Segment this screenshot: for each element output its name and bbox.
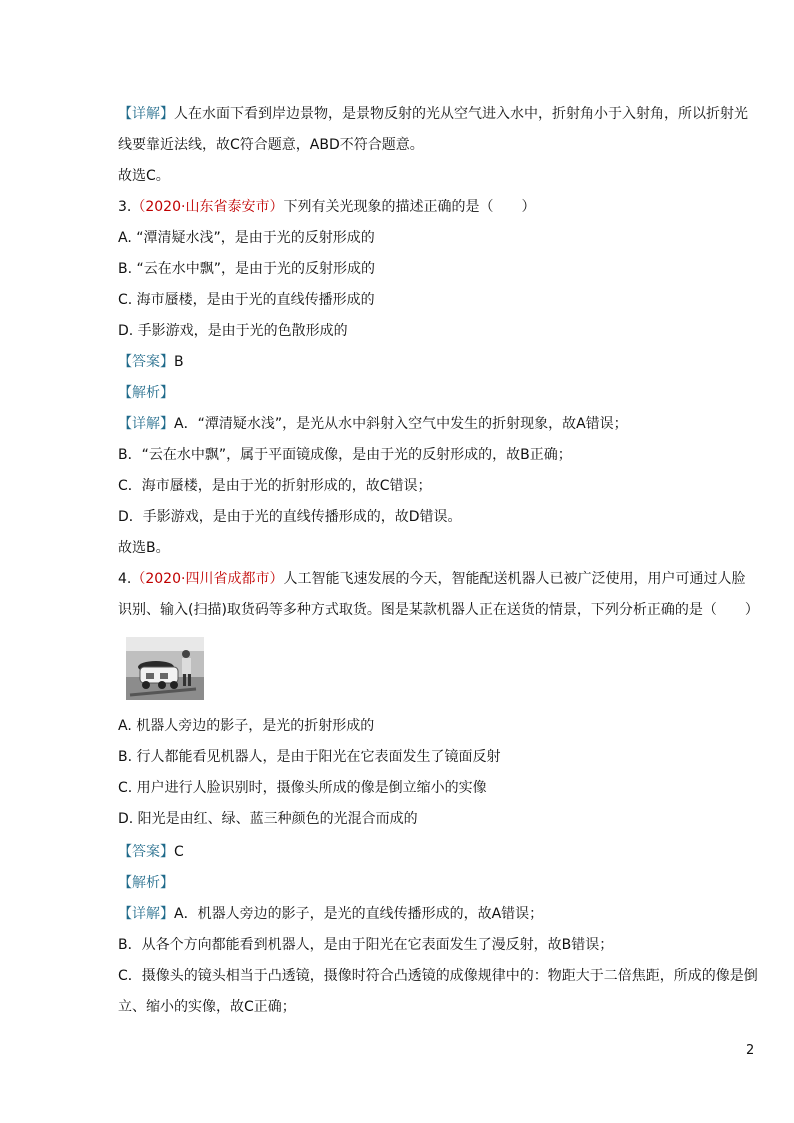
detail-text: 立、缩小的实像，故C正确； [118,999,296,1015]
page-number: 2 [746,1043,755,1058]
label-answer: 【答案】 [118,844,174,860]
label-analysis: 【解析】 [118,385,174,401]
robot-photo-image [126,637,204,700]
line-text: 人在水面下看到岸边景物，是景物反射的光从空气进入水中，折射角小于入射角，所以折射光 [174,106,748,122]
detail-text: A．机器人旁边的影子，是光的直线传播形成的，故A错误； [174,906,544,922]
label-xiangjie: 【详解】 [118,906,174,922]
detail-line [118,966,758,986]
label-xiangjie: 【详解】 [118,416,174,432]
analysis-heading [118,383,174,403]
option-b [118,259,375,279]
option-text: D. 阳光是由红、绿、蓝三种颜色的光混合而成的 [118,811,418,827]
answer-value: B [174,354,184,370]
detail-line [118,507,462,527]
question-source: （2020·四川省成都市） [131,571,284,587]
detail-text: 故选B。 [118,540,170,556]
detail-text: B．从各个方向都能看到机器人，是由于阳光在它表面发生了漫反射，故B错误； [118,937,614,953]
option-text: C. 用户进行人脸识别时，摄像头所成的像是倒立缩小的实像 [118,780,487,796]
detail-text: B．“云在水中飘”，属于平面镜成像，是由于光的反射形成的，故B正确； [118,447,572,463]
option-a [118,716,374,736]
option-text: B. “云在水中飘”，是由于光的反射形成的 [118,261,376,277]
question-number: 3. [118,199,132,215]
detail-line [118,997,296,1017]
detail-text: C．海市蜃楼，是由于光的折射形成的，故C错误； [118,478,432,494]
line-2 [118,166,170,186]
detail-line [118,904,543,924]
detail-text: A．“潭清疑水浅”，是光从水中斜射入空气中发生的折射现象，故A错误； [174,416,628,432]
question-text: 识别、输入(扫描)取货码等多种方式取货。图是某款机器人正在送货的情景，下列分析正确的是（ ） [118,602,759,618]
question-number: 4. [118,571,132,587]
option-text: A. “潭清疑水浅”，是由于光的反射形成的 [118,230,375,246]
detail-text: D．手影游戏，是由于光的直线传播形成的，故D错误。 [118,509,462,525]
line-text: 故选C。 [118,168,170,184]
answer-line [118,842,184,862]
conclusion-line [118,538,170,558]
option-b [118,747,501,767]
option-text: C. 海市蜃楼，是由于光的直线传播形成的 [118,292,375,308]
detail-line [118,476,432,496]
option-c [118,290,375,310]
option-d [118,321,348,341]
analysis-heading [118,873,174,893]
label-analysis: 【解析】 [118,875,174,891]
option-text: B. 行人都能看见机器人，是由于阳光在它表面发生了镜面反射 [118,749,501,765]
detail-text: C．摄像头的镜头相当于凸透镜，摄像时符合凸透镜的成像规律中的：物距大于二倍焦距，所成的像是倒 [118,968,758,984]
question-4-stem-cont [118,600,759,620]
question-3-stem [118,197,535,217]
line-1 [118,135,424,155]
detail-line [118,445,572,465]
detail-line [118,935,613,955]
label-answer: 【答案】 [118,354,174,370]
line-0 [118,104,748,124]
option-text: A. 机器人旁边的影子，是光的折射形成的 [118,718,375,734]
option-text: D. 手影游戏，是由于光的色散形成的 [118,323,348,339]
answer-line [118,352,184,372]
line-text: 线要靠近法线，故C符合题意，ABD不符合题意。 [118,137,424,153]
question-text: 人工智能飞速发展的今天，智能配送机器人已被广泛使用，用户可通过人脸 [283,571,746,587]
question-source: （2020·山东省泰安市） [131,199,284,215]
answer-value: C [174,844,184,860]
question-4-stem [118,569,745,589]
label-xiangjie: 【详解】 [118,106,174,122]
option-c [118,778,487,798]
option-d [118,809,418,829]
option-a [118,228,375,248]
question-text: 下列有关光现象的描述正确的是（ ） [283,199,536,215]
robot-delivery-photo [126,637,204,700]
detail-line [118,414,628,434]
